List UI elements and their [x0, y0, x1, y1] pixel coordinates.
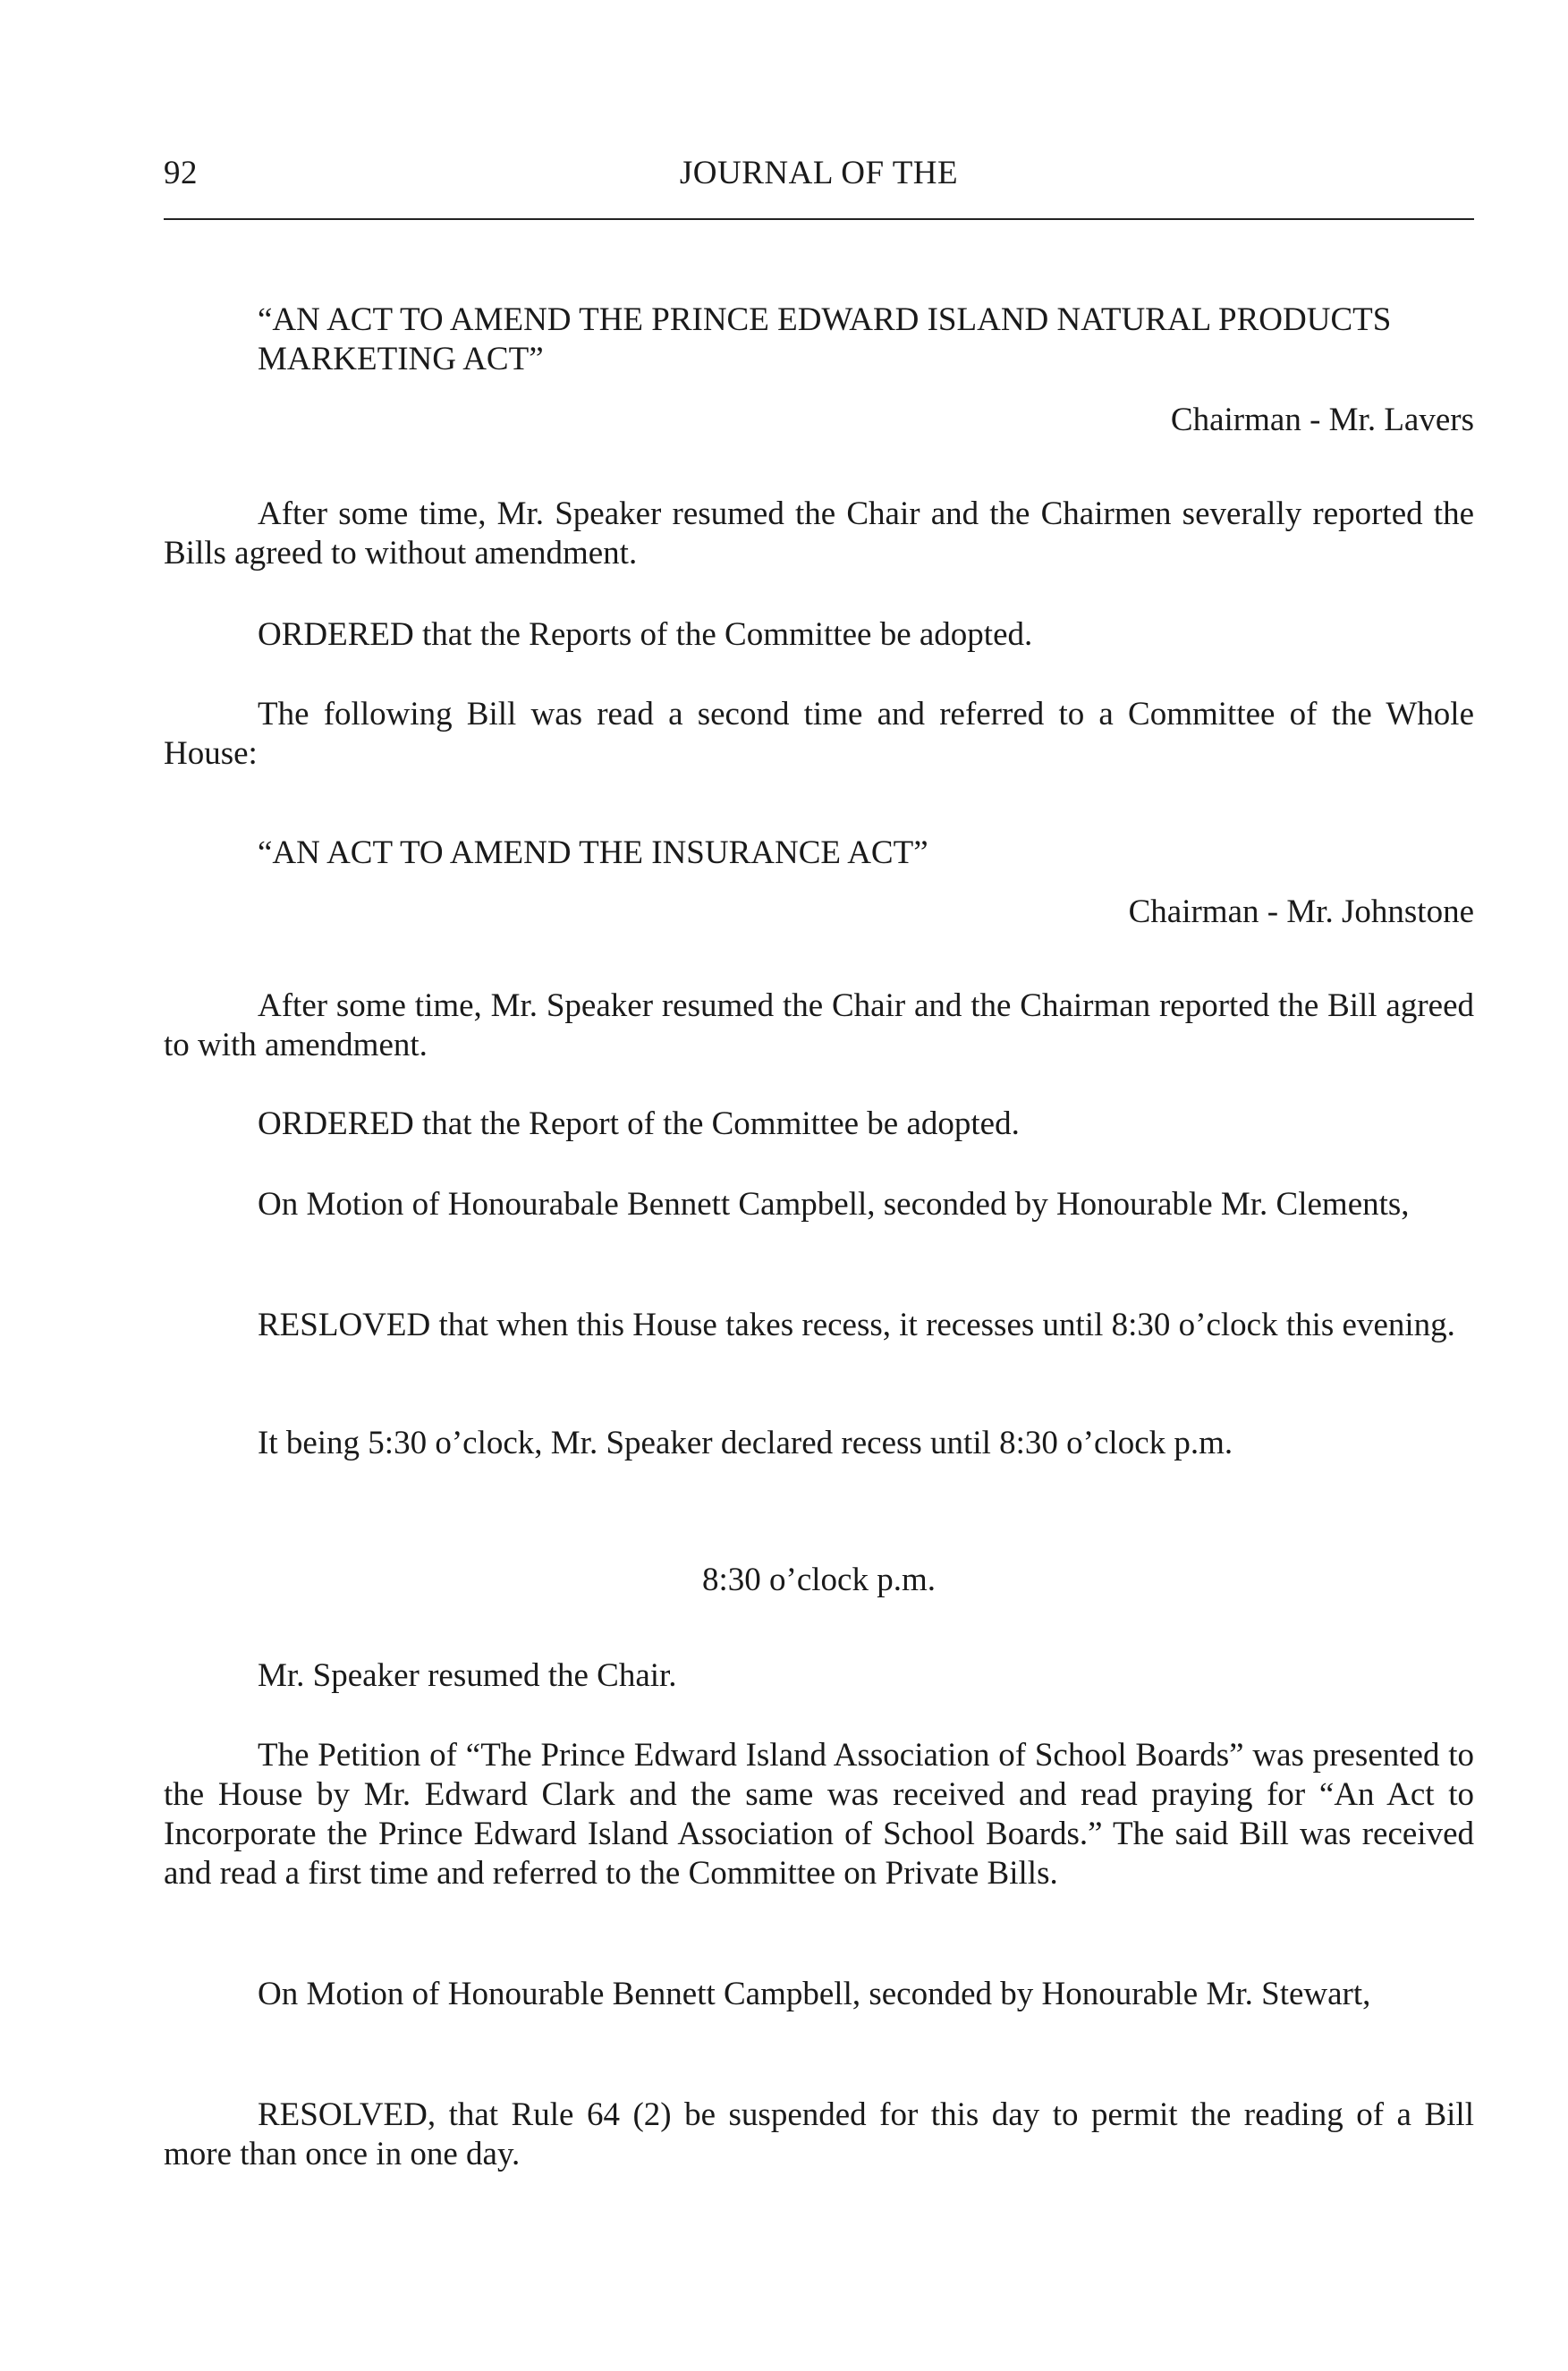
paragraph: The Petition of “The Prince Edward Island Association of School Boards” was presented to the House by Mr. Edward Clark and the same was received and read praying for “An Act to Incorporate the Prince Edward Island Association of School Boards.” The said Bill was received and read a first time and referred to the Committee on Private Bills.	[164, 1737, 1474, 1892]
paragraph: After some time, Mr. Speaker resumed the Chair and the Chairmen severally reported the Bills agreed to without amendment.	[164, 495, 1474, 572]
paragraph: After some time, Mr. Speaker resumed the Chair and the Chairman reported the Bill agreed to with amendment.	[164, 987, 1474, 1063]
time-heading: 8:30 o’clock p.m.	[701, 1562, 936, 1598]
page-number: 92	[164, 155, 198, 191]
paragraph: RESOLVED, that Rule 64 (2) be suspended for this day to permit the reading of a Bill more than once in one day.	[164, 2096, 1474, 2172]
paragraph: It being 5:30 o’clock, Mr. Speaker declared recess until 8:30 o’clock p.m.	[258, 1425, 1233, 1461]
journal-page	[164, 0, 1474, 2371]
paragraph: On Motion of Honourable Bennett Campbell, seconded by Honourable Mr. Stewart,	[258, 1976, 1371, 2012]
bill-chairman: Chairman - Mr. Lavers	[1170, 402, 1474, 438]
paragraph: The following Bill was read a second time and referred to a Committee of the Whole House:	[164, 696, 1474, 772]
paragraph: ORDERED that the Reports of the Committee be adopted.	[258, 616, 1033, 653]
paragraph: ORDERED that the Report of the Committee be adopted.	[258, 1105, 1020, 1142]
paragraph: On Motion of Honourabale Bennett Campbell, seconded by Honourable Mr. Clements,	[258, 1186, 1410, 1223]
bill-chairman: Chairman - Mr. Johnstone	[1128, 893, 1474, 930]
header-rule	[164, 218, 1474, 220]
paragraph: RESLOVED that when this House takes recess, it recesses until 8:30 o’clock this evening.	[258, 1307, 1455, 1343]
paragraph: Mr. Speaker resumed the Chair.	[258, 1657, 677, 1694]
bill-title: “AN ACT TO AMEND THE PRINCE EDWARD ISLAND NATURAL PRODUCTS MARKETING ACT”	[258, 301, 1392, 377]
page-header	[164, 154, 1474, 199]
running-head: JOURNAL OF THE	[679, 155, 959, 191]
bill-title: “AN ACT TO AMEND THE INSURANCE ACT”	[258, 834, 928, 871]
